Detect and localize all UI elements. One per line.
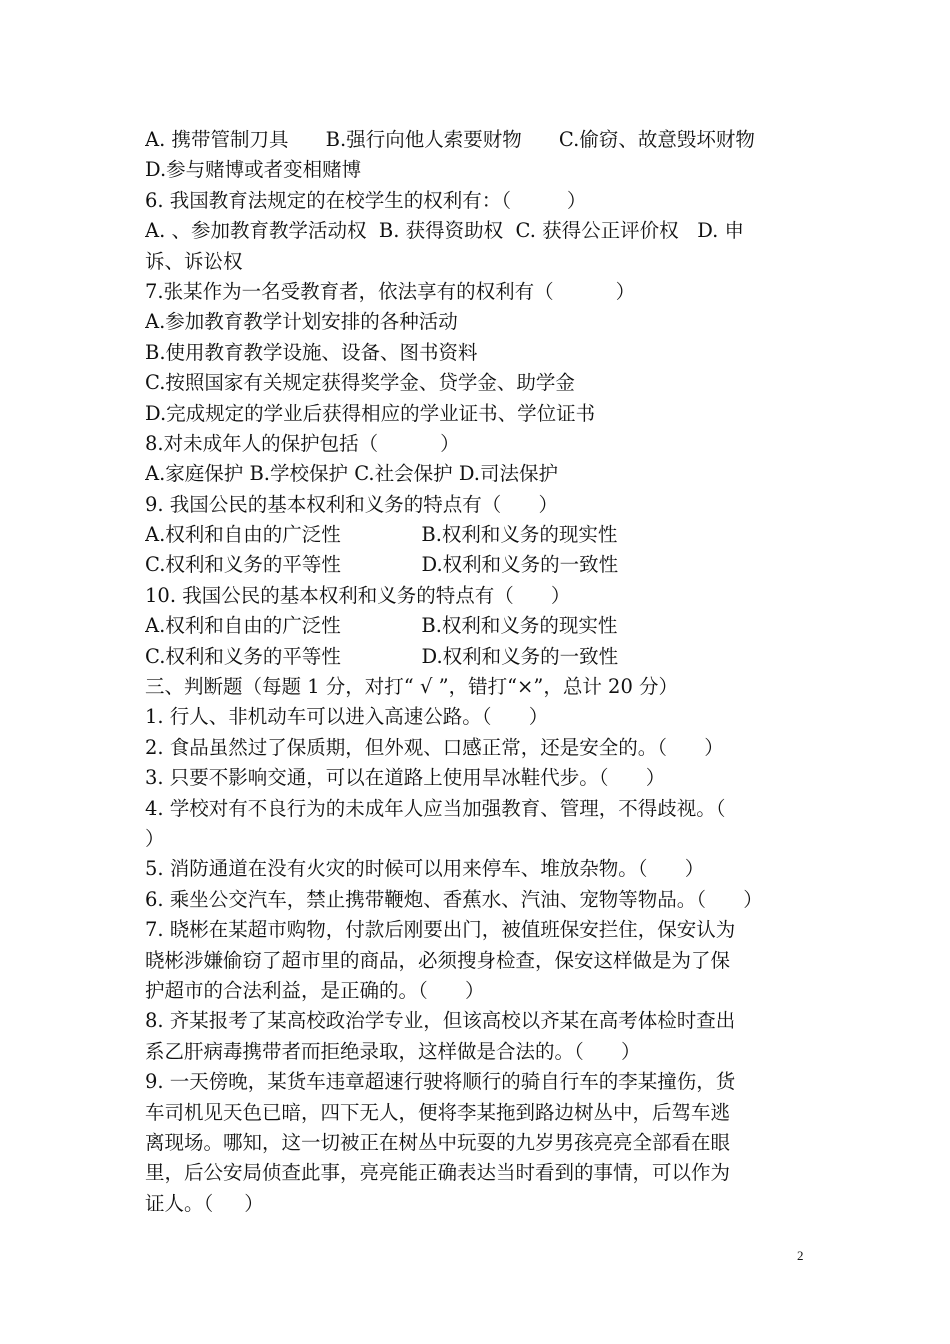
text-line: D.参与赌博或者变相赌博 <box>145 158 362 182</box>
text-line: C.按照国家有关规定获得奖学金、贷学金、助学金 <box>145 371 575 395</box>
document-body <box>145 125 810 1219</box>
text-line: 10. 我国公民的基本权利和义务的特点有（ ） <box>145 583 571 607</box>
text-line: A.权利和自由的广泛性 B.权利和义务的现实性 <box>145 523 618 547</box>
text-line: 证人。（ ） <box>145 1191 264 1215</box>
text-line: 7.张某作为一名受教育者，依法享有的权利有（ ） <box>145 279 636 303</box>
page-number: 2 <box>797 1248 804 1263</box>
text-line: C.权利和义务的平等性 D.权利和义务的一致性 <box>145 553 619 577</box>
text-line: ） <box>145 826 165 850</box>
text-line: 8.对未成年人的保护包括（ ） <box>145 431 460 455</box>
text-line: 系乙肝病毒携带者而拒绝录取，这样做是合法的。（ ） <box>145 1039 641 1063</box>
text-line: 诉、诉讼权 <box>145 249 243 273</box>
text-line: 7. 晓彬在某超市购物，付款后刚要出门，被值班保安拦住，保安认为 <box>145 918 736 942</box>
text-line: A. 、参加教育教学活动权 B. 获得资助权 C. 获得公正评价权 D. 申 <box>145 219 745 243</box>
text-line: A.参加教育教学计划安排的各种活动 <box>145 310 458 334</box>
text-line: D.完成规定的学业后获得相应的学业证书、学位证书 <box>145 401 596 425</box>
text-line: C.权利和义务的平等性 D.权利和义务的一致性 <box>145 644 619 668</box>
text-line: 6. 乘坐公交汽车，禁止携带鞭炮、香蕉水、汽油、宠物等物品。（ ） <box>145 887 763 911</box>
text-line: 3. 只要不影响交通，可以在道路上使用旱冰鞋代步。（ ） <box>145 766 666 790</box>
text-line: 护超市的合法利益，是正确的。（ ） <box>145 978 485 1002</box>
text-line: 2. 食品虽然过了保质期，但外观、口感正常，还是安全的。（ ） <box>145 735 724 759</box>
text-line: 晓彬涉嫌偷窃了超市里的商品，必须搜身检查，保安这样做是为了保 <box>145 948 731 972</box>
text-line: 6. 我国教育法规定的在校学生的权利有：（ ） <box>145 188 587 212</box>
text-line: 1. 行人、非机动车可以进入高速公路。（ ） <box>145 705 549 729</box>
text-line: B.使用教育教学设施、设备、图书资料 <box>145 340 478 364</box>
text-line: 4. 学校对有不良行为的未成年人应当加强教育、管理，不得歧视。（ <box>145 796 726 820</box>
text-line: 9. 一天傍晚，某货车违章超速行驶将顺行的骑自行车的李某撞伤，货 <box>145 1070 736 1094</box>
text-line: A.权利和自由的广泛性 B.权利和义务的现实性 <box>145 614 618 638</box>
text-line: 三、判断题（每题 1 分，对打“ √ ”，错打“×”，总计 20 分） <box>145 675 679 699</box>
text-line: 9. 我国公民的基本权利和义务的特点有（ ） <box>145 492 558 516</box>
text-line: 车司机见天色已暗，四下无人，便将李某拖到路边树丛中，后驾车逃 <box>145 1100 731 1124</box>
text-line: 里，后公安局侦查此事，亮亮能正确表达当时看到的事情，可以作为 <box>145 1161 731 1185</box>
text-line: 离现场。哪知，这一切被正在树丛中玩耍的九岁男孩亮亮全部看在眼 <box>145 1130 731 1154</box>
text-line: A.家庭保护 B.学校保护 C.社会保护 D.司法保护 <box>145 462 558 486</box>
text-line: 8. 齐某报考了某高校政治学专业，但该高校以齐某在高考体检时查出 <box>145 1009 736 1033</box>
text-line: A. 携带管制刀具 B.强行向他人索要财物 C.偷窃、故意毁坏财物 <box>145 128 755 151</box>
text-line: 5. 消防通道在没有火灾的时候可以用来停车、堆放杂物。（ ） <box>145 857 705 881</box>
